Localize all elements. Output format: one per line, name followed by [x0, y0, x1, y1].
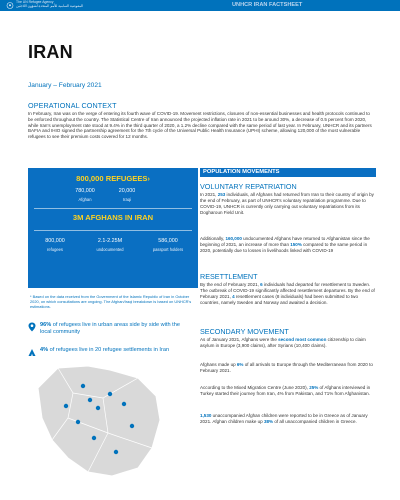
refugees-stat: 800,000 refugees [45, 238, 65, 252]
page-title: IRAN [28, 42, 73, 62]
iran-settlements-map [28, 348, 168, 488]
location-pin-icon [28, 322, 36, 332]
factsheet-label: UNHCR IRAN FACTSHEET [232, 2, 303, 8]
refugee-stats-box [28, 168, 198, 288]
unaccompanied-children-text: 1,530 unaccompanied Afghan children were reported to be in Greece as of January 2021. Afghan children make up 38% of all unaccompanied children in Greece. [200, 413, 368, 424]
resettlement-heading: RESETTLEMENT [200, 272, 258, 281]
chevron-right-icon: › [147, 176, 150, 183]
asylum-claims-text: As of January 2021, Afghans were the second most common citizenship to claim asylum in Europe (3,900 claims), after Syrians (10,400 claims). [200, 337, 366, 348]
secondary-movement-heading: SECONDARY MOVEMENT [200, 327, 289, 336]
passport-holders-stat: 586,000 passport holders [152, 238, 184, 252]
divider [34, 230, 192, 231]
agency-name: The UN Refugee Agency المفوضية السامية للأمم المتحدة لشؤون اللاجئين [16, 0, 84, 8]
date-range: January – February 2021 [28, 82, 102, 89]
voluntary-repatriation-text: In 2021, 253 individuals, all Afghans had returned from Iran to their country of origin by the end of February, as part of UNHCR's voluntary repatriation programme. Due to COVID-19, UNHCR is currently only carrying out voluntary repatriations from its Dogharoun Field Unit. [200, 192, 374, 215]
iraqi-stat: 20,000 Iraqi [118, 188, 136, 202]
data-source-footnote: * Based on the data received from the Government of the Islamic Republic of Iran in October 2020, on which consultations are ongoing. The Afghan/Iraqi breakdown is based on UNHCR's estimations. [30, 294, 192, 310]
voluntary-repatriation-heading: VOLUNTARY REPATRIATION [200, 182, 297, 191]
operational-context-body: In February, Iran was on the verge of entering its fourth wave of COVID-19. Movement restrictions, closures of non-essential businesses and health protocols continued to be enforced throughout the country. The Statistical Centre of Iran announced the projected inflation rate in 2021 to be around 30%, a decrease of 0.5 percent from 2020, while Iran's unemployment rate stood at 9.4% in the third quarter of 2020, a 1.2% decline compared with the same period of last year. In February, UNHCR and its partners BAFIA and IHIO signed the partnership agreement for the 7th cycle of the Universal Public Health Insurance (UPHI) scheme, allowing 120,000 of the most vulnerable refugees to see their premium costs covered for 12 months. [28, 111, 372, 140]
undocumented-stat: 2.1-2.25M undocumented [96, 238, 124, 252]
top-banner [0, 0, 400, 11]
afghan-stat: 780,000 Afghan [75, 188, 95, 202]
afghans-heading: 3M AFGHANS IN IRAN [72, 213, 154, 222]
operational-context-heading: OPERATIONAL CONTEXT [28, 101, 117, 110]
population-movements-bar: POPULATION MOVEMENTS [200, 168, 376, 177]
undocumented-returns-text: Additionally, 160,000 undocumented Afghans have returned to Afghanistan since the beginning of 2021, an increase of more than 150% compared to the same period in 2020, potentially due to losses in livelihoods linked with COVID-19 [200, 236, 370, 253]
refugees-heading: 800,000 REFUGEES› [76, 174, 150, 183]
divider [34, 208, 192, 209]
unhcr-logo-icon [6, 2, 14, 9]
mixed-migration-text: According to the Mixed Migration Centre (June 2020), 25% of Afghans interviewed in Turkey started their journey from Iran, 4% from Pakistan, and 71% from Afghanistan. [200, 385, 371, 396]
mediterranean-arrivals-text: Afghans made up 6% of all arrivals to Europe through the Mediterranean from 2020 to February 2021. [200, 362, 373, 373]
resettlement-text: By the end of February 2021, 6 individuals had departed for resettlement to Sweden. The outbreak of COVID-19 significantly affected resettlement departures. By the end of February 2021, 4 resettlement cases (8 individuals) had been submitted to two countries, namely Sweden and Norway and awaited a decision. [200, 282, 375, 305]
